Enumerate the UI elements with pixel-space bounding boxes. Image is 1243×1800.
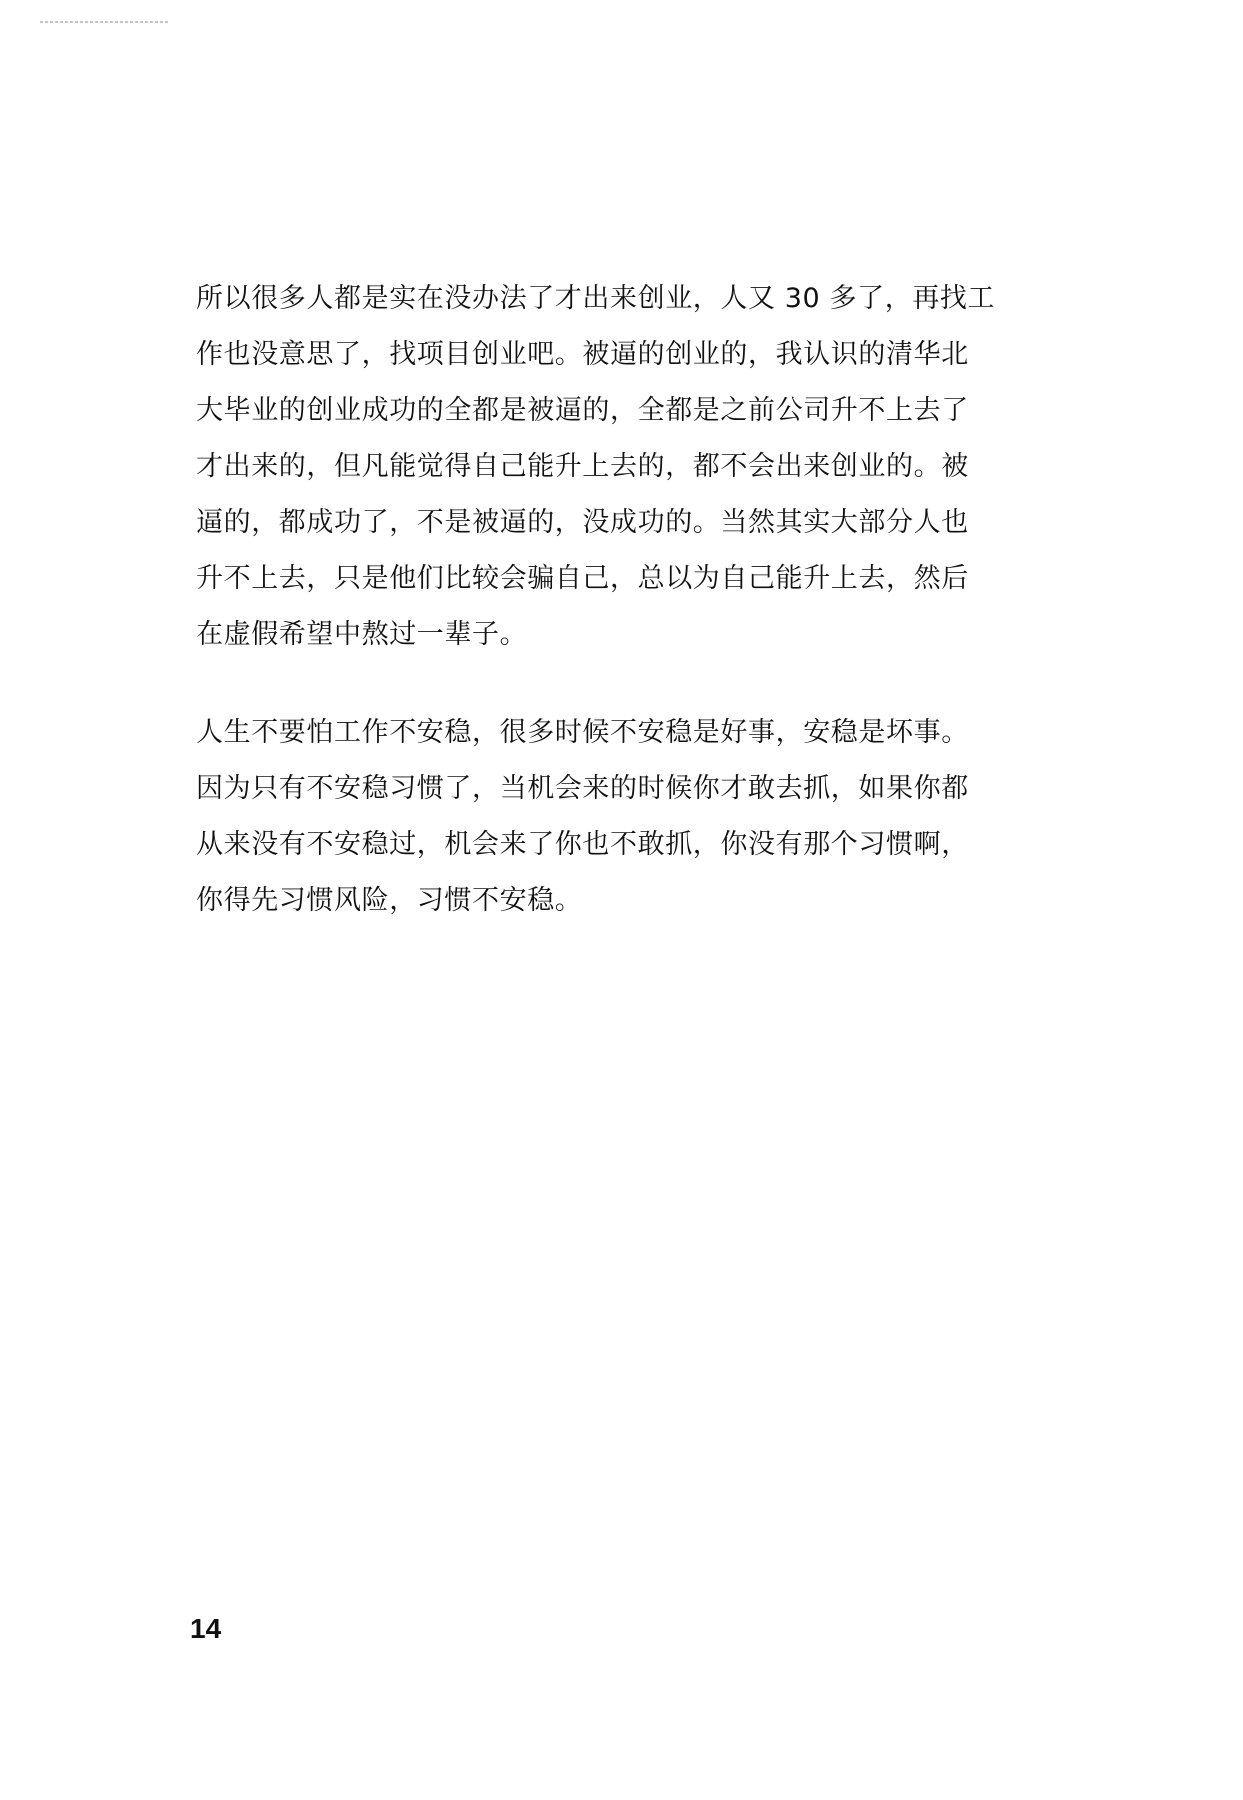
paragraph-1: 所以很多人都是实在没办法了才出来创业，人又 30 多了，再找工 作也没意思了，找项目创业吧。被逼的创业的，我认识的清华北 大毕业的创业成功的全都是被逼的，全都是之前公司升不上去了 才出来的，但凡能觉得自己能升上去的，都不会出来创业的。被 逼的，都成功了，不是被逼的，没成功的。当然其实大部分人也 升不上去，只是他们比较会骗自己，总以为自己能升上去，然后 在虚假希望中熬过一辈子。	[196, 283, 996, 650]
page-number: 14	[190, 1613, 222, 1644]
scan-artifact	[40, 21, 170, 23]
paragraph-2: 人生不要怕工作不安稳，很多时候不安稳是好事，安稳是坏事。 因为只有不安稳习惯了，当机会来的时候你才敢去抓，如果你都 从来没有不安稳过，机会来了你也不敢抓，你没有那个习惯啊， 你得先习惯风险，习惯不安稳。	[196, 717, 969, 916]
